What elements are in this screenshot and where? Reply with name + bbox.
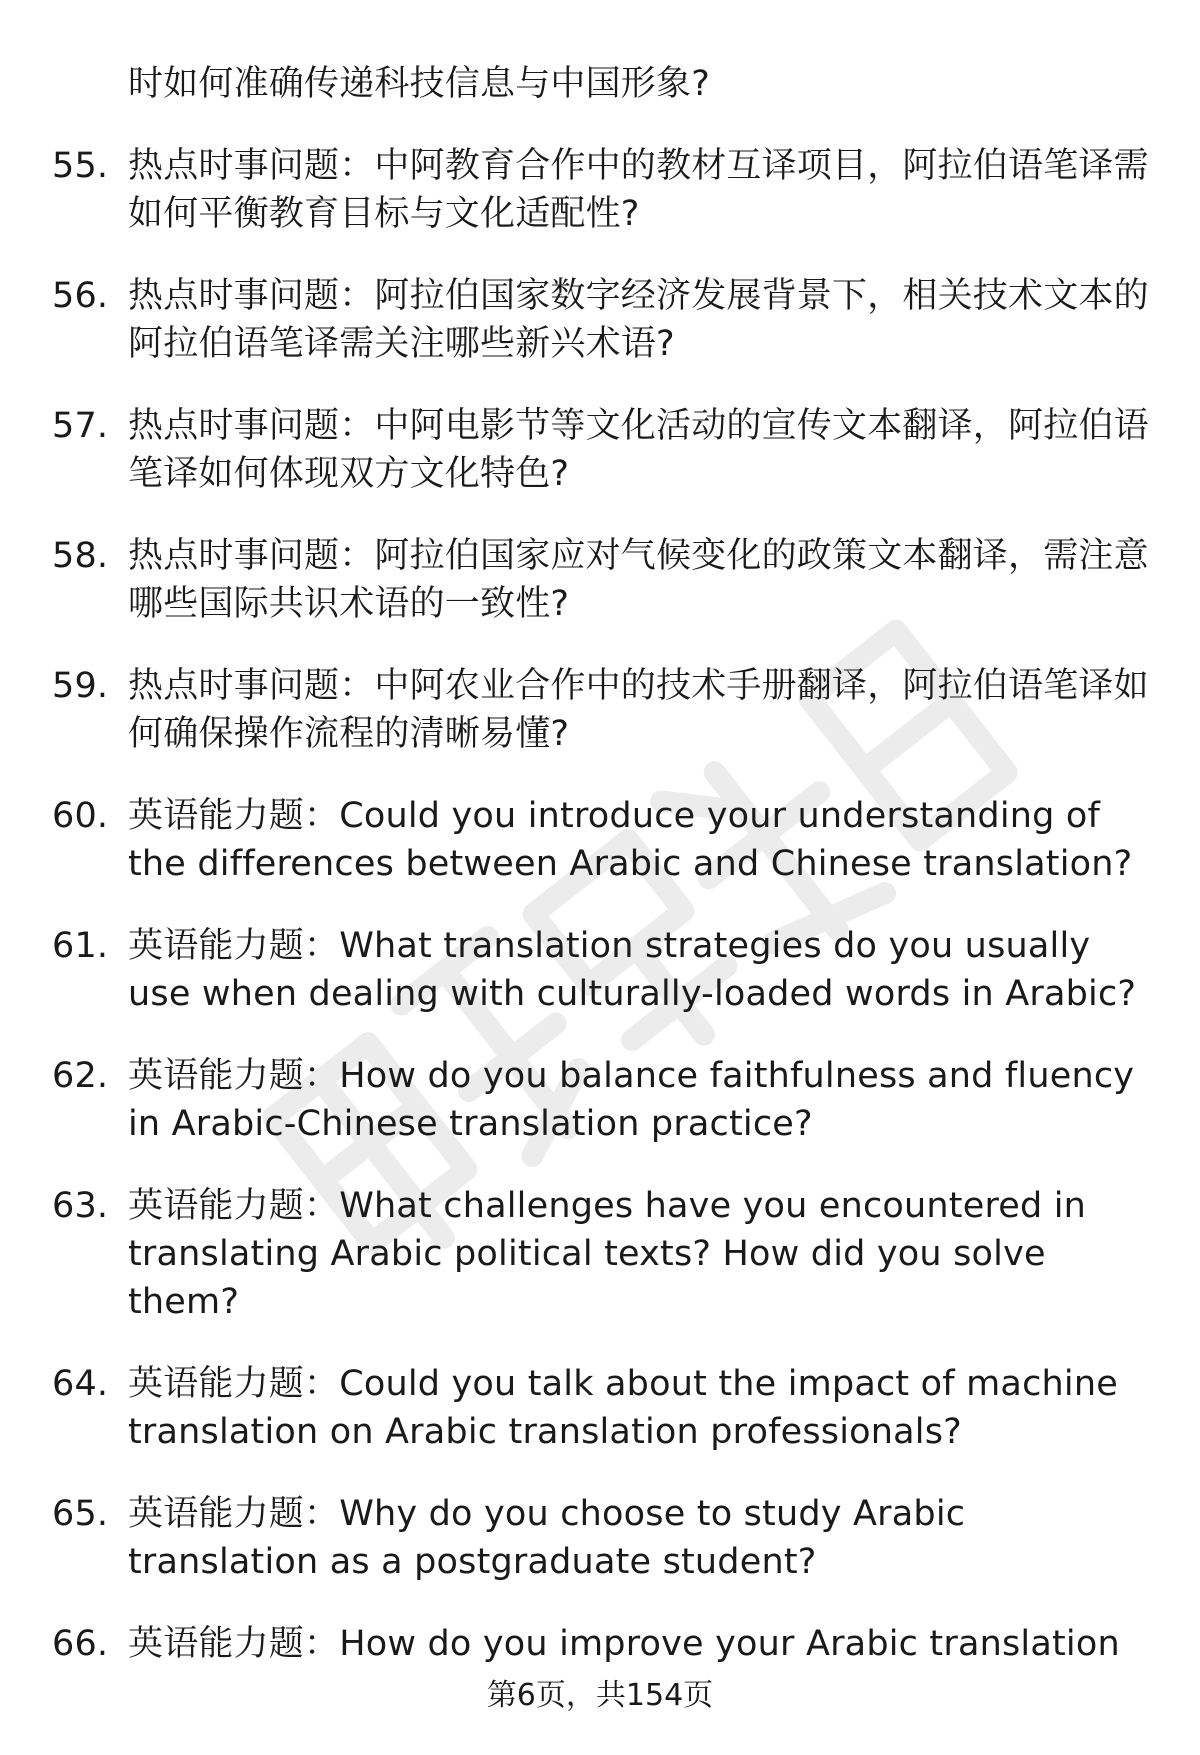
item-text: 热点时事问题：阿拉伯国家数字经济发展背景下，相关技术文本的阿拉伯语笔译需关注哪些新兴术语?: [128, 276, 1149, 364]
item-text: 英语能力题：What challenges have you encountered in translating Arabic political texts? How did you solve them?: [128, 1186, 1087, 1322]
list-item: [0, 142, 1200, 238]
item-number: 66.: [52, 1624, 109, 1664]
item-text: 热点时事问题：中阿教育合作中的教材互译项目，阿拉伯语笔译需如何平衡教育目标与文化适配性?: [128, 146, 1149, 234]
list-item: [0, 1490, 1200, 1586]
item-number: 58.: [52, 536, 109, 576]
list-item: [0, 1052, 1200, 1148]
list-item: [0, 922, 1200, 1018]
item-number: 64.: [52, 1364, 109, 1404]
item-number: 61.: [52, 926, 109, 966]
item-number: 59.: [52, 666, 109, 706]
item-number: 62.: [52, 1056, 109, 1096]
item-number: 55.: [52, 146, 109, 186]
list-item: [0, 662, 1200, 758]
item-text: 英语能力题：What translation strategies do you usually use when dealing with culturally-loaded words in Arabic?: [128, 926, 1137, 1014]
item-text: 时如何准确传递科技信息与中国形象?: [128, 64, 710, 104]
item-text: 热点时事问题：中阿电影节等文化活动的宣传文本翻译，阿拉伯语笔译如何体现双方文化特色?: [128, 406, 1149, 494]
list-item: [0, 272, 1200, 368]
page-footer: 第6页，共154页: [486, 1678, 714, 1713]
list-item: [0, 532, 1200, 628]
list-item: [0, 1182, 1200, 1326]
item-text: 英语能力题：Why do you choose to study Arabic translation as a postgraduate student?: [128, 1494, 966, 1582]
item-text: 英语能力题：Could you introduce your understanding of the differences between Arabic and Chinese translation?: [128, 796, 1133, 884]
list-item: [0, 792, 1200, 888]
item-number: 57.: [52, 406, 109, 446]
list-item: [0, 60, 1200, 108]
item-number: 65.: [52, 1494, 109, 1534]
item-text: 热点时事问题：阿拉伯国家应对气候变化的政策文本翻译，需注意哪些国际共识术语的一致性?: [128, 536, 1149, 624]
item-text: 英语能力题：How do you improve your Arabic translation: [128, 1624, 1120, 1664]
list-item: [0, 402, 1200, 498]
item-text: 英语能力题：How do you balance faithfulness and fluency in Arabic-Chinese translation practice?: [128, 1056, 1135, 1144]
item-number: 56.: [52, 276, 109, 316]
item-number: 60.: [52, 796, 109, 836]
list-item: [0, 1620, 1200, 1668]
list-item: [0, 1360, 1200, 1456]
question-list: [0, 60, 1200, 1702]
item-number: 63.: [52, 1186, 109, 1226]
item-text: 热点时事问题：中阿农业合作中的技术手册翻译，阿拉伯语笔译如何确保操作流程的清晰易懂?: [128, 666, 1149, 754]
item-text: 英语能力题：Could you talk about the impact of machine translation on Arabic translation professionals?: [128, 1364, 1118, 1452]
